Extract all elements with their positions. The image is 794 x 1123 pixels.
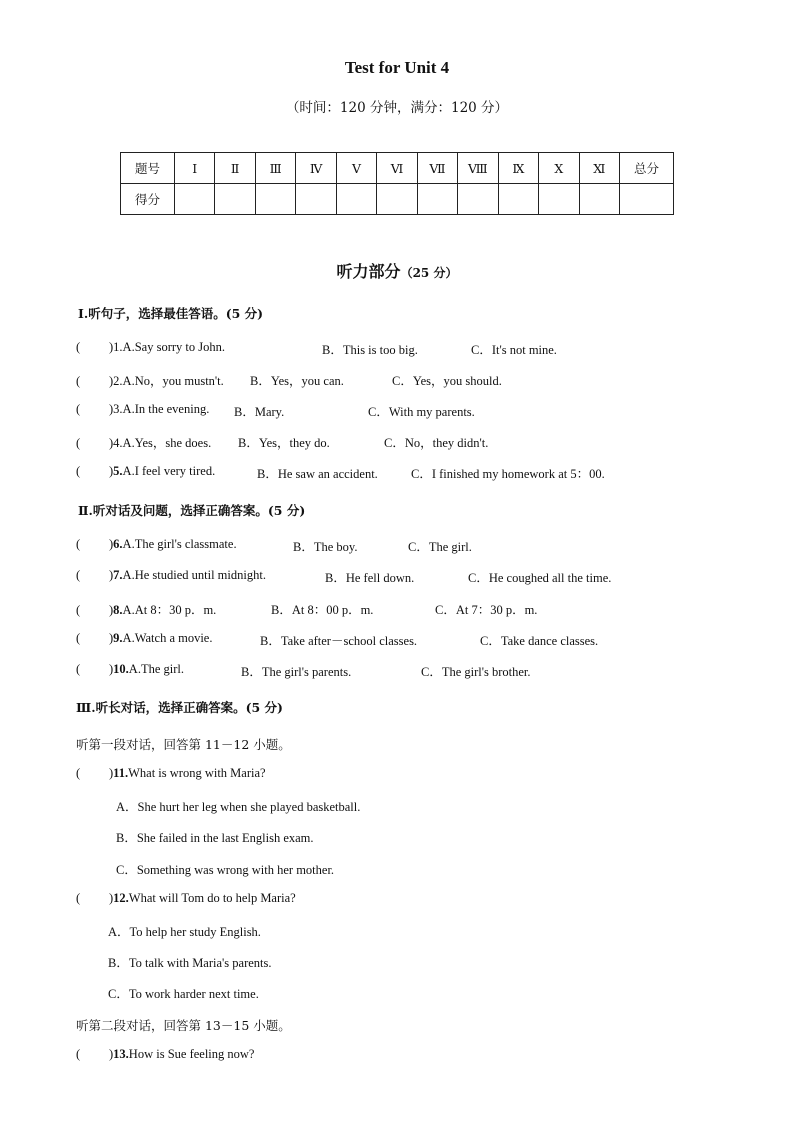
part1-heading: Ⅰ.听句子，选择最佳答语。(5 分) [78,306,264,321]
question-text: What is wrong with Maria? [128,766,266,780]
part2-heading: Ⅱ.听对话及问题，选择正确答案。(5 分) [78,503,306,518]
option-b: B．Mary. [234,405,285,419]
table-cell: 得分 [121,184,175,215]
score-cell[interactable] [458,184,498,215]
answer-blank[interactable]: ( [76,662,81,676]
option-c: C．I finished my homework at 5：00. [411,467,605,481]
answer-blank[interactable]: ( [76,1047,81,1061]
option-a: A.The girl's classmate. [122,537,237,551]
option-c: C．At 7：30 p．m. [435,603,538,617]
question-9 [76,631,754,646]
paren-close: ) [109,603,114,617]
question-number: 5. [113,464,123,478]
table-cell: Ⅺ [579,153,619,184]
question-number: 9. [113,631,123,645]
score-cell[interactable] [417,184,457,215]
score-cell[interactable] [579,184,619,215]
question-number: 2. [113,374,123,388]
paren-close: ) [109,402,114,416]
option-a: A.Yes，she does. [122,436,212,450]
table-cell: Ⅲ [255,153,295,184]
question-number: 6. [113,537,123,551]
question-number: 12. [113,891,129,905]
table-cell: Ⅴ [336,153,376,184]
option-a: A.I feel very tired. [122,464,216,478]
q11-option-c: C．Something was wrong with her mother. [116,863,335,877]
paren-close: ) [109,1047,114,1061]
question-5 [76,464,754,479]
paren-close: ) [109,662,114,676]
score-cell[interactable] [296,184,336,215]
question-11 [76,766,754,781]
option-c: C．No，they didn't. [384,436,489,450]
question-1 [76,340,754,355]
question-number: 13. [113,1047,129,1061]
question-number: 3. [113,402,123,416]
question-4 [76,433,754,451]
score-cell[interactable] [255,184,295,215]
total-score-cell[interactable] [620,184,674,215]
answer-blank[interactable]: ( [76,340,81,354]
question-8 [76,600,754,618]
q11-option-a: A．She hurt her leg when she played basketball. [116,800,361,814]
option-c: C．The girl's brother. [421,665,531,679]
option-a: A.No，you mustn't. [122,374,224,388]
option-b: B．He fell down. [325,571,415,585]
q12-option-a: A．To help her study English. [108,925,261,939]
option-b: B．Yes，they do. [238,436,330,450]
table-cell: Ⅱ [215,153,255,184]
answer-blank[interactable]: ( [76,464,81,478]
question-10 [76,662,754,677]
score-cell[interactable] [377,184,417,215]
answer-blank[interactable]: ( [76,374,81,388]
score-cell[interactable] [215,184,255,215]
paren-close: ) [109,766,114,780]
question-6 [76,537,754,552]
table-cell: Ⅵ [377,153,417,184]
table-cell: Ⅹ [539,153,579,184]
score-table-score-row [121,184,674,215]
paren-close: ) [109,631,114,645]
option-b: B．The boy. [293,540,358,554]
paren-close: ) [109,537,114,551]
answer-blank[interactable]: ( [76,891,81,905]
option-a: A.The girl. [128,662,184,676]
option-a: A.He studied until midnight. [122,568,266,582]
option-c: C．He coughed all the time. [468,571,612,585]
option-b: B．This is too big. [322,343,418,357]
question-number: 10. [113,662,129,676]
table-cell: 总分 [620,153,674,184]
question-number: 11. [113,766,129,780]
answer-blank[interactable]: ( [76,436,81,450]
answer-blank[interactable]: ( [76,568,81,582]
part3-heading: Ⅲ.听长对话，选择正确答案。(5 分) [76,700,283,715]
question-number: 4. [113,436,123,450]
test-subtitle: （时间：120 分钟，满分：120 分） [285,100,509,116]
score-cell[interactable] [336,184,376,215]
option-c: C．Yes，you should. [392,374,502,388]
option-a: A.At 8：30 p．m. [122,603,217,617]
question-13 [76,1047,754,1062]
answer-blank[interactable]: ( [76,537,81,551]
question-12 [76,891,754,906]
option-b: B．Yes，you can. [250,374,344,388]
dialog1-instruction: 听第一段对话，回答第 11－12 小题。 [76,737,291,752]
answer-blank[interactable]: ( [76,402,81,416]
question-2 [76,371,754,389]
table-cell: Ⅰ [175,153,215,184]
question-7 [76,568,754,583]
test-title: Test for Unit 4 [344,58,450,77]
score-cell[interactable] [498,184,538,215]
option-a: A.Say sorry to John. [122,340,225,354]
option-b: B．Take after－school classes. [260,634,418,648]
listening-score: （25 分） [400,266,458,280]
question-number: 8. [113,603,123,617]
listening-title: 听力部分 [336,262,401,281]
option-c: C．With my parents. [368,405,475,419]
paren-close: ) [109,340,114,354]
q12-option-b: B．To talk with Maria's parents. [108,956,272,970]
option-a: A.In the evening. [122,402,210,416]
score-cell[interactable] [175,184,215,215]
paren-close: ) [109,374,114,388]
score-table-header-row [121,153,674,184]
dialog2-instruction: 听第二段对话，回答第 13－15 小题。 [76,1018,291,1033]
question-number: 1. [113,340,123,354]
listening-section-title [0,259,794,282]
table-cell: Ⅶ [417,153,457,184]
paren-close: ) [109,436,114,450]
score-cell[interactable] [539,184,579,215]
option-a: A.Watch a movie. [122,631,213,645]
paren-close: ) [109,891,114,905]
option-c: C．It's not mine. [471,343,557,357]
option-b: B．At 8：00 p．m. [271,603,374,617]
answer-blank[interactable]: ( [76,766,81,780]
q11-option-b: B．She failed in the last English exam. [116,831,314,845]
paren-close: ) [109,464,114,478]
q12-option-c: C．To work harder next time. [108,987,259,1001]
answer-blank[interactable]: ( [76,631,81,645]
table-cell: Ⅳ [296,153,336,184]
question-text: How is Sue feeling now? [128,1047,255,1061]
option-b: B．The girl's parents. [241,665,352,679]
table-cell: Ⅸ [498,153,538,184]
question-text: What will Tom do to help Maria? [128,891,296,905]
table-cell: 题号 [121,153,175,184]
score-table [120,152,674,215]
paren-close: ) [109,568,114,582]
question-3 [76,402,754,417]
option-c: C．The girl. [408,540,472,554]
option-c: C．Take dance classes. [480,634,599,648]
option-b: B．He saw an accident. [257,467,378,481]
table-cell: Ⅷ [458,153,498,184]
question-number: 7. [113,568,123,582]
answer-blank[interactable]: ( [76,603,81,617]
